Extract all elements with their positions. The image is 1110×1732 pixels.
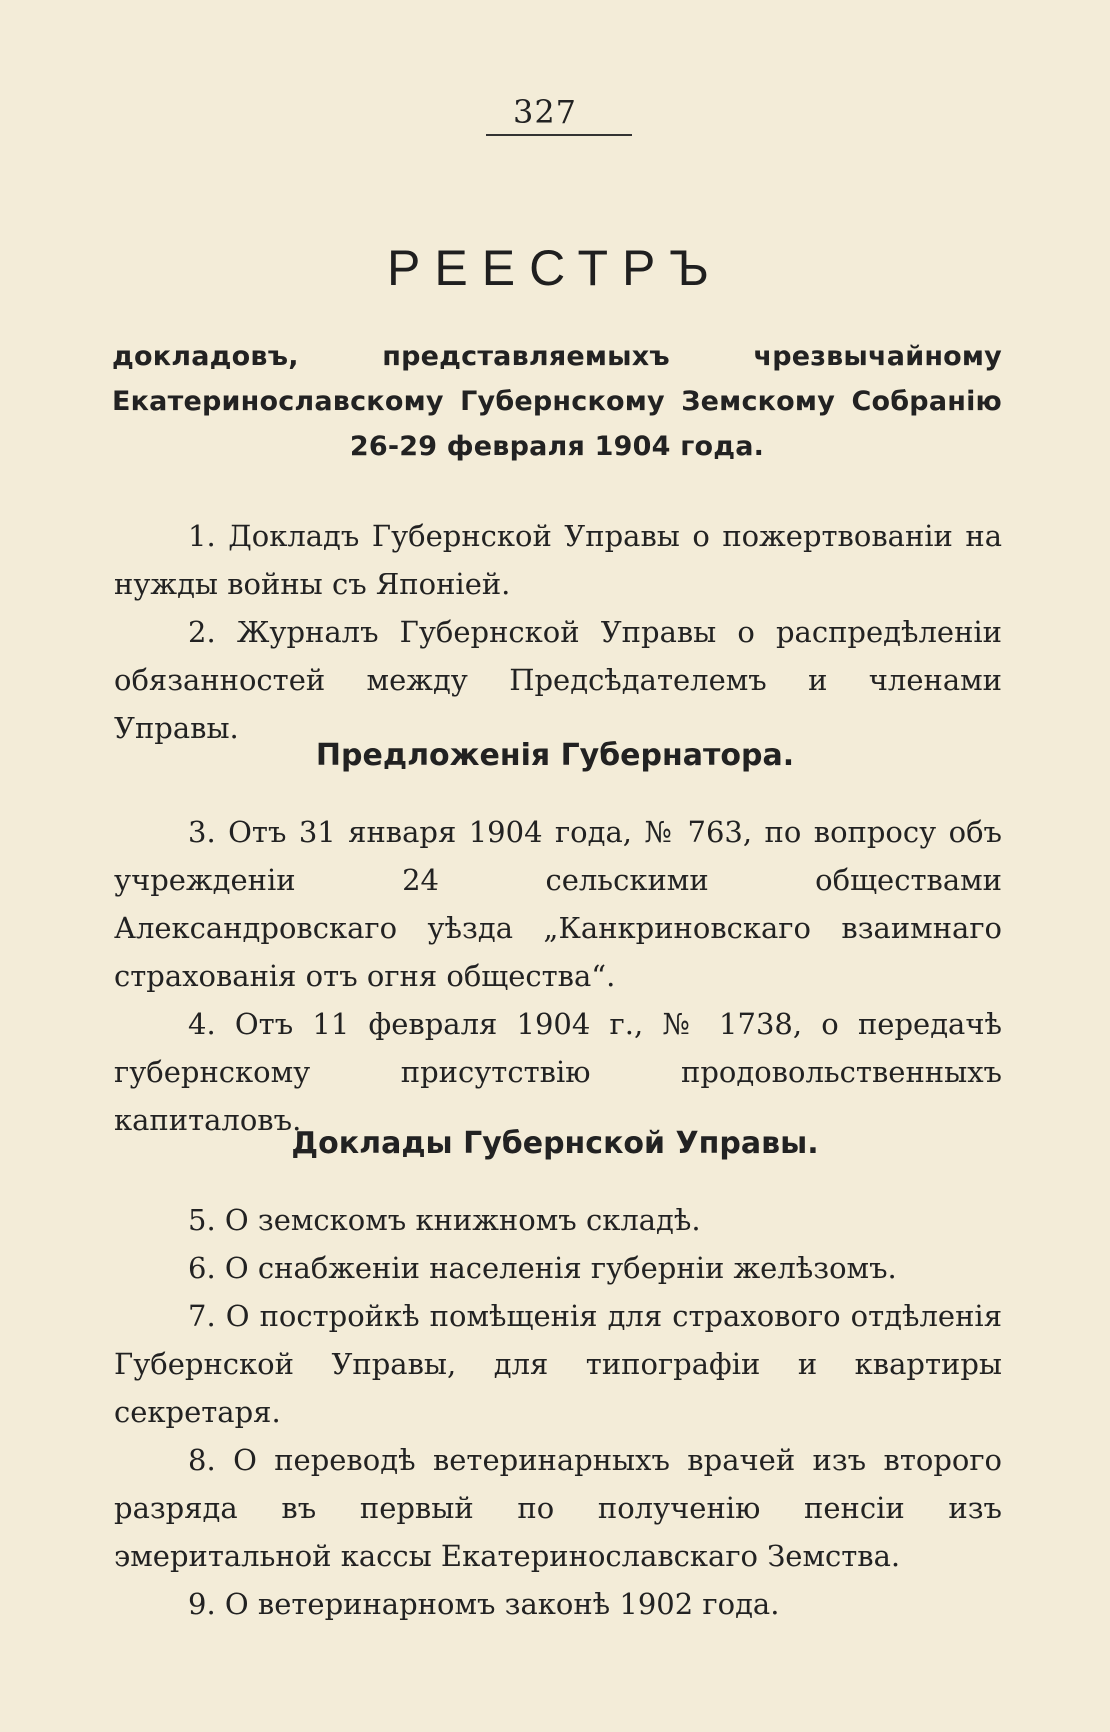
item-text: О постройкѣ помѣщенія для страхового отдѣленія Губернской Управы, для типографіи и квартиры секретаря.	[114, 1299, 1002, 1429]
list-item	[114, 808, 1002, 1000]
list-item	[114, 512, 1002, 608]
section-heading-proposals: Предложенія Губернатора.	[315, 738, 795, 773]
item-number: 1.	[188, 519, 216, 553]
item-number: 4.	[188, 1007, 216, 1041]
proposal-items	[114, 808, 1002, 1144]
report-items	[114, 1196, 1002, 1628]
intro-items	[114, 512, 1002, 752]
item-number: 6.	[188, 1251, 216, 1285]
item-text: О земскомъ книжномъ складѣ.	[224, 1203, 701, 1237]
list-item	[114, 1436, 1002, 1580]
item-number: 8.	[188, 1443, 216, 1477]
document-subtitle: докладовъ, представляемыхъ чрезвычайному Екатеринославскому Губернскому Земскому Собранію 26-29 февраля 1904 года.	[112, 341, 1002, 462]
item-number: 3.	[188, 815, 216, 849]
list-item	[114, 608, 1002, 752]
document-title: РЕЕСТРЪ	[387, 240, 723, 296]
item-text: Отъ 31 января 1904 года, № 763, по вопросу объ учрежденіи 24 сельскими обществами Александровскаго уѣзда „Канкриновскаго взаимнаго страхованія отъ огня общества“.	[114, 815, 1003, 993]
item-text: О снабженіи населенія губерніи желѣзомъ.	[224, 1251, 897, 1285]
page-number: 327	[512, 93, 578, 131]
item-number: 2.	[188, 615, 216, 649]
item-number: 7.	[188, 1299, 216, 1333]
item-text: О переводѣ ветеринарныхъ врачей изъ второго разряда въ первый по полученію пенсіи изъ эмеритальной кассы Екатеринославскаго Земства.	[114, 1443, 1003, 1573]
item-number: 5.	[188, 1203, 216, 1237]
list-item	[114, 1580, 1002, 1628]
item-text: Докладъ Губернской Управы о пожертвованіи на нужды войны съ Японіей.	[114, 519, 1003, 601]
page-number-underline	[486, 134, 632, 136]
item-text: Журналъ Губернской Управы о распредѣленіи обязанностей между Предсѣдателемъ и членами Управы.	[114, 615, 1002, 745]
item-text: О ветеринарномъ законѣ 1902 года.	[224, 1587, 780, 1621]
item-text: Отъ 11 февраля 1904 г., № 1738, о передачѣ губернскому присутствію продовольственныхъ капиталовъ.	[114, 1007, 1003, 1137]
section-heading-reports: Доклады Губернской Управы.	[291, 1126, 819, 1161]
list-item	[114, 1196, 1002, 1244]
item-number: 9.	[188, 1587, 216, 1621]
list-item	[114, 1292, 1002, 1436]
list-item	[114, 1244, 1002, 1292]
